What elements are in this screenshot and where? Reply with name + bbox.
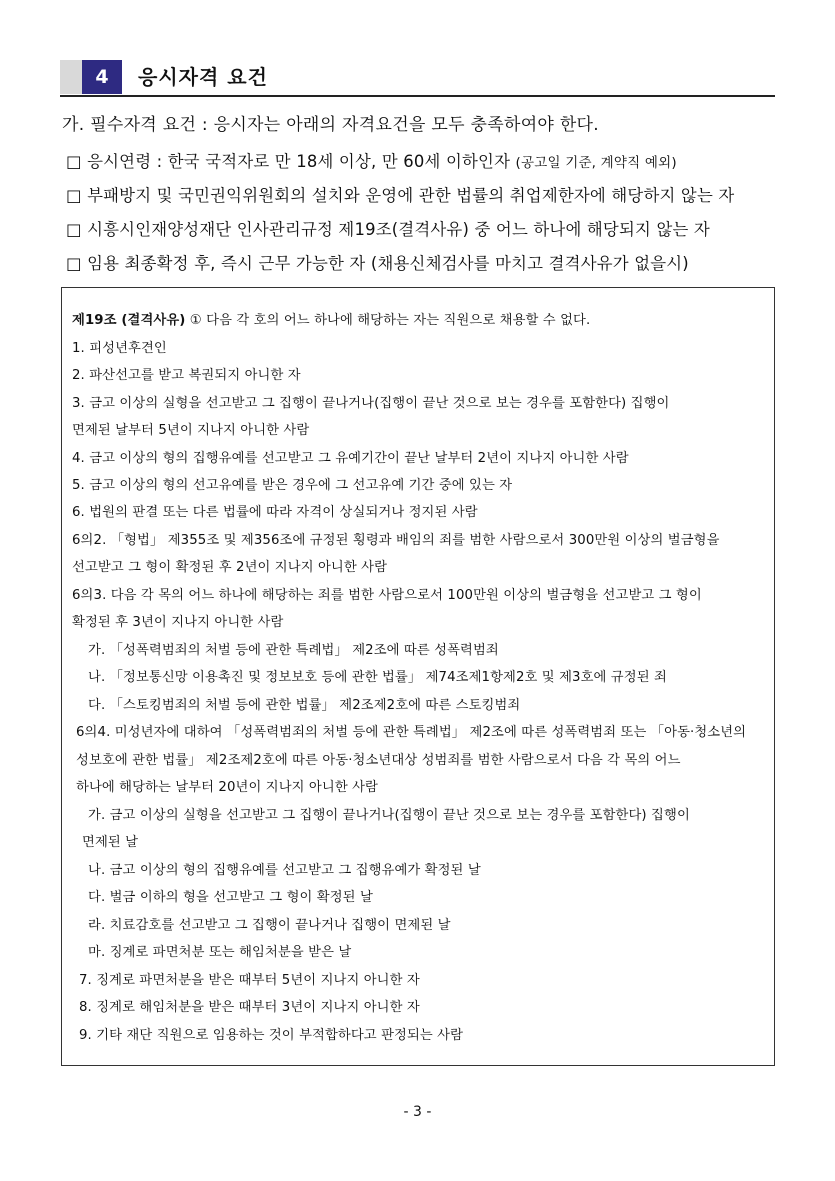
article-line: 6의4. 미성년자에 대하여 「성폭력범죄의 처벌 등에 관한 특례법」 제2조에 따른 성폭력범죄 또는 「아동·청소년의 [76,725,747,740]
qualification-text: □ 시흥시인재양성재단 인사관리규정 제19조(결격사유) 중 어느 하나에 해당되지 않는 자 [66,220,710,239]
heading-shade [60,60,82,94]
article-line: 확정된 후 3년이 지나지 아니한 사람 [72,615,284,630]
article-line: 다. 「스토킹범죄의 처벌 등에 관한 법률」 제2조제2호에 따른 스토킹범죄 [88,698,521,713]
article-lead: ① 다음 각 호의 어느 하나에 해당하는 자는 직원으로 채용할 수 없다. [185,313,591,328]
article-line: 4. 금고 이상의 형의 집행유예를 선고받고 그 유예기간이 끝난 날부터 2년이 지나지 아니한 사람 [72,451,629,466]
section-number: 4 [82,60,122,94]
requirements-intro: 가. 필수자격 요건 : 응시자는 아래의 자격요건을 모두 충족하여야 한다. [62,115,599,135]
qualification-text: □ 부패방지 및 국민권익위원회의 설치와 운영에 관한 법률의 취업제한자에 해당하지 않는 자 [66,186,735,205]
article-line: 8. 징계로 해임처분을 받은 때부터 3년이 지나지 아니한 자 [79,1000,420,1015]
article-line: 선고받고 그 형이 확정된 후 2년이 지나지 아니한 사람 [72,560,388,575]
article-line: 나. 금고 이상의 형의 집행유예를 선고받고 그 집행유예가 확정된 날 [88,863,481,878]
article-line: 6의2. 「형법」 제355조 및 제356조에 규정된 횡령과 배임의 죄를 범한 사람으로서 300만원 이상의 벌금형을 [72,533,720,548]
heading-underline [60,95,775,97]
disqualification-article-box [61,287,775,1066]
page-number: - 3 - [403,1104,432,1120]
article-line: 나. 「정보통신망 이용촉진 및 정보보호 등에 관한 법률」 제74조제1항제2호 및 제3호에 규정된 죄 [88,670,667,685]
article-line: 가. 금고 이상의 실형을 선고받고 그 집행이 끝나거나(집행이 끝난 것으로 보는 경우를 포함한다) 집행이 [88,808,690,823]
article-line: 다. 벌금 이하의 형을 선고받고 그 형이 확정된 날 [88,890,373,905]
qualification-text: □ 임용 최종확정 후, 즉시 근무 가능한 자 (채용신체검사를 마치고 결격사유가 없을시) [66,254,689,273]
qualification-item [66,250,689,274]
article-line: 5. 금고 이상의 형의 선고유예를 받은 경우에 그 선고유예 기간 중에 있는 자 [72,478,513,493]
section-heading [60,60,775,94]
qualification-item [66,216,710,240]
article-heading [72,309,590,328]
article-line: 3. 금고 이상의 실형을 선고받고 그 집행이 끝나거나(집행이 끝난 것으로 보는 경우를 포함한다) 집행이 [72,396,670,411]
article-line: 라. 치료감호를 선고받고 그 집행이 끝나거나 집행이 면제된 날 [88,918,451,933]
article-line: 6의3. 다음 각 목의 어느 하나에 해당하는 죄를 범한 사람으로서 100만원 이상의 벌금형을 선고받고 그 형이 [72,588,702,603]
qualification-item [66,148,677,172]
qualification-note: (공고일 기준, 계약직 예외) [515,155,677,171]
article-line: 9. 기타 재단 직원으로 임용하는 것이 부적합하다고 판정되는 사람 [79,1028,464,1043]
article-line: 마. 징계로 파면처분 또는 해임처분을 받은 날 [88,945,352,960]
article-line: 1. 피성년후견인 [72,341,167,356]
article-line: 면제된 날부터 5년이 지나지 아니한 사람 [72,423,310,438]
article-line: 2. 파산선고를 받고 복권되지 아니한 자 [72,368,301,383]
article-line: 성보호에 관한 법률」 제2조제2호에 따른 아동·청소년대상 성범죄를 범한 사람으로서 다음 각 목의 어느 [76,753,681,768]
article-title: 제19조 (결격사유) [72,313,186,328]
article-line: 가. 「성폭력범죄의 처벌 등에 관한 특례법」 제2조에 따른 성폭력범죄 [88,643,499,658]
qualification-text: □ 응시연령 : 한국 국적자로 만 18세 이상, 만 60세 이하인자 [66,152,516,171]
article-line: 면제된 날 [82,835,139,850]
article-line: 7. 징계로 파면처분을 받은 때부터 5년이 지나지 아니한 자 [79,973,420,988]
section-title: 응시자격 요건 [138,65,268,89]
article-line: 하나에 해당하는 날부터 20년이 지나지 아니한 사람 [76,780,378,795]
qualification-item [66,182,734,206]
article-line: 6. 법원의 판결 또는 다른 법률에 따라 자격이 상실되거나 정지된 사람 [72,505,478,520]
